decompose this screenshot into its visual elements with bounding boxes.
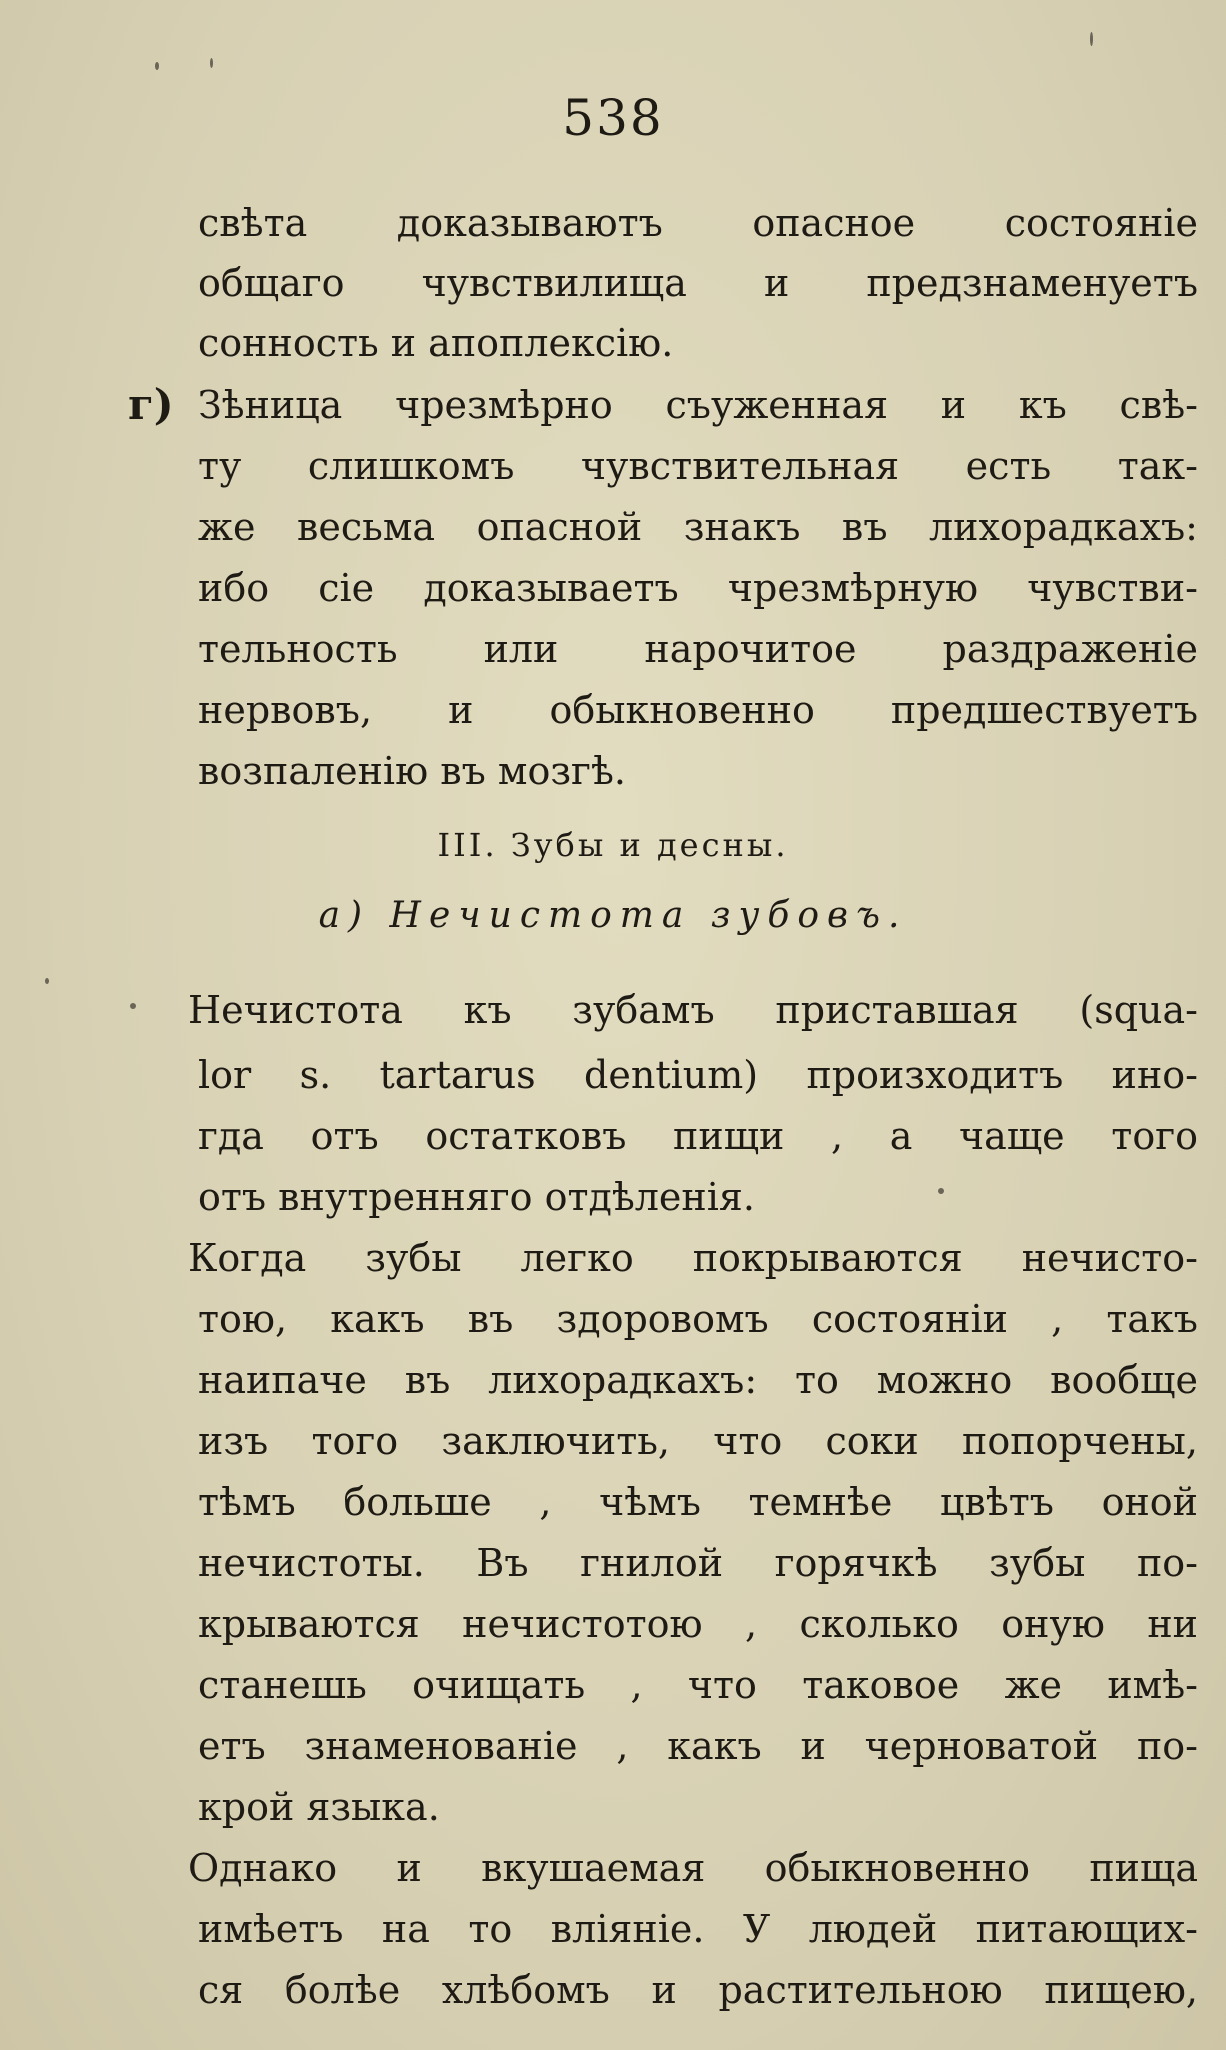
text-line: етъ знаменованiе , какъ и черноватой по- <box>198 1724 1198 1768</box>
text-line: крываются нечистотою , сколько оную ни <box>198 1602 1198 1646</box>
paper-speck <box>1090 32 1093 46</box>
text-line: общаго чувствилища и предзнаменуетъ <box>198 261 1198 305</box>
text-line: ибо сiе доказываетъ чрезмѣрную чувстви- <box>198 566 1198 610</box>
text-line: lor s. tartarus dentium) произходитъ ино- <box>198 1053 1198 1097</box>
page-number: 538 <box>562 89 664 147</box>
text-line: станешь очищать , что таковое же имѣ- <box>198 1663 1198 1707</box>
text-line: изъ того заключить, что соки попорчены, <box>198 1419 1198 1463</box>
text-line: отъ внутренняго отдѣленiя. <box>198 1175 755 1219</box>
paper-speck <box>155 62 159 70</box>
text-line: же весьма опасной знакъ въ лихорадкахъ: <box>198 505 1198 549</box>
text-line: тельность или нарочитое раздраженiе <box>198 627 1198 671</box>
text-line: наипаче въ лихорадкахъ: то можно вообще <box>198 1358 1198 1402</box>
text-line: Однако и вкушаемая обыкновенно пища <box>188 1846 1198 1890</box>
subsection-heading: а) Нечистота зубовъ. <box>318 895 908 936</box>
text-line: ся болѣе хлѣбомъ и растительною пищею, <box>198 1968 1198 2012</box>
paper-speck <box>45 978 49 984</box>
text-line: тѣмъ больше , чѣмъ темнѣе цвѣтъ оной <box>198 1480 1198 1524</box>
text-line: гда отъ остатковъ пищи , а чаще того <box>198 1114 1198 1158</box>
text-line: нечистоты. Въ гнилой горячкѣ зубы по- <box>198 1541 1198 1585</box>
text-line: тою, какъ въ здоровомъ состоянiи , такъ <box>198 1297 1198 1341</box>
list-marker: г) <box>128 380 174 429</box>
text-line: свѣта доказываютъ опасное состоянiе <box>198 201 1198 245</box>
paper-speck <box>210 58 213 68</box>
paper-speck <box>938 1188 944 1194</box>
text-line: крой языка. <box>198 1785 440 1829</box>
text-line: ту слишкомъ чувствительная есть так- <box>198 444 1198 488</box>
paper-speck <box>130 1003 136 1009</box>
text-line: Когда зубы легко покрываются нечисто- <box>188 1236 1198 1280</box>
text-line: возпаленiю въ мозгѣ. <box>198 749 626 793</box>
section-heading: III. Зубы и десны. <box>437 826 789 864</box>
text-line: нервовъ, и обыкновенно предшествуетъ <box>198 688 1198 732</box>
text-line: Зѣница чрезмѣрно съуженная и къ свѣ- <box>198 383 1198 427</box>
text-line: сонность и апоплексiю. <box>198 321 674 365</box>
text-line: имѣетъ на то влiянiе. У людей питающих- <box>198 1907 1198 1951</box>
text-line: Нечистота къ зубамъ приставшая (squa- <box>188 988 1198 1032</box>
